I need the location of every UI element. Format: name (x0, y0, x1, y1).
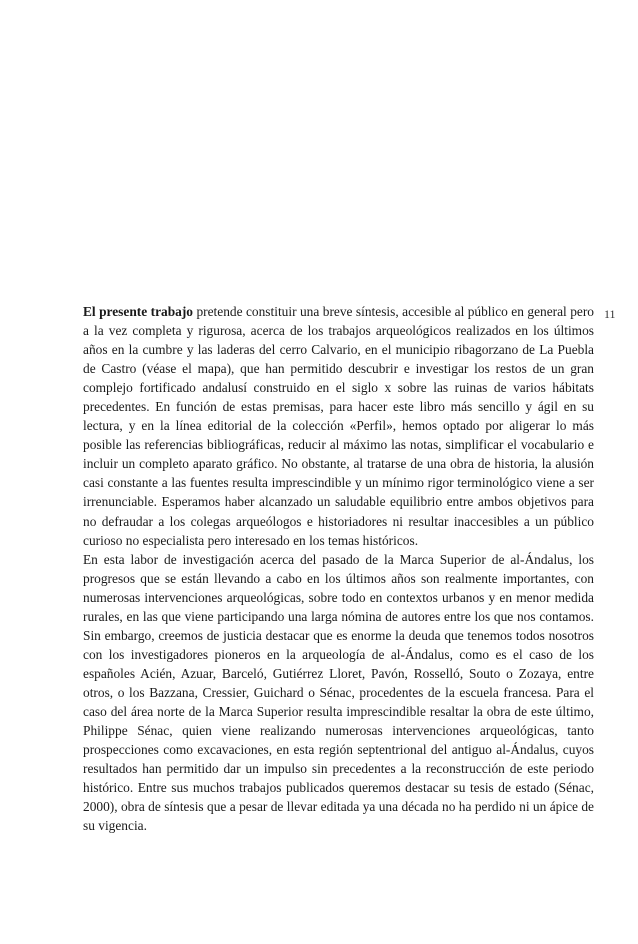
paragraph-text: pretende constituir una breve síntesis, accesible al público en general pero a la vez completa y rigurosa, acerca de los trabajos arqueológicos realizados en los últimos años en la cumbre y las laderas del cerro Calvario, en el municipio ribagorzano de La Puebla de Castro (véase el mapa), que han permitido descubrir e investigar los restos de un gran complejo fortificado andalusí construido en el siglo x sobre las ruinas de varios hábitats precedentes. En función de estas premisas, para hacer este libro más sencillo y ágil en su lectura, y en la línea editorial de la colección «Perfil», hemos optado por aligerar lo más posible las referencias bibliográficas, reducir al máximo las notas, simplificar el vocabulario e incluir un completo aparato gráfico. No obstante, al tratarse de una obra de historia, la alusión casi constante a las fuentes resulta imprescindible y un mínimo rigor terminológico viene a ser irrenunciable. Esperamos haber alcanzado un saludable equilibrio entre ambos objetivos para no defraudar a los colegas arqueólogos e historiadores ni resultar inaccesibles a un público curioso no especialista pero interesado en los temas históricos. (83, 304, 595, 548)
paragraph-lead-in: El presente trabajo (83, 304, 194, 319)
paragraph-research (83, 550, 594, 836)
page-number: 11 (604, 307, 616, 321)
paragraph-text: En esta labor de investigación acerca del pasado de la Marca Superior de al-Ándalus, los progresos que se están llevando a cabo en los últimos años son realmente importantes, con numerosas intervenciones arqueológicas, sobre todo en contextos urbanos y en menor medida rurales, en las que viene participando una larga nómina de autores entre los que nos contamos. Sin embargo, creemos de justicia destacar que es enorme la deuda que tenemos todos nosotros con los investigadores pioneros en la arqueología de al-Ándalus, como es el caso de los españoles Acién, Azuar, Barceló, Gutiérrez Lloret, Pavón, Rosselló, Souto o Zozaya, entre otros, o los Bazzana, Cressier, Guichard o Sénac, procedentes de la escuela francesa. Para el caso del área norte de la Marca Superior resulta imprescindible resaltar la obra de este último, Philippe Sénac, quien viene realizando numerosas intervenciones arqueológicas, tanto prospecciones como excavaciones, en esta región septentrional del antiguo al-Ándalus, cuyos resultados han permitido dar un impulso sin precedentes a la reconstrucción de este periodo histórico. Entre sus muchos trabajos publicados queremos destacar su tesis de estado (Sénac, 2000), obra de síntesis que a pesar de llevar editada ya una década no ha perdido ni un ápice de su vigencia. (83, 551, 594, 834)
body-text (83, 302, 594, 835)
paragraph-intro (83, 302, 594, 550)
